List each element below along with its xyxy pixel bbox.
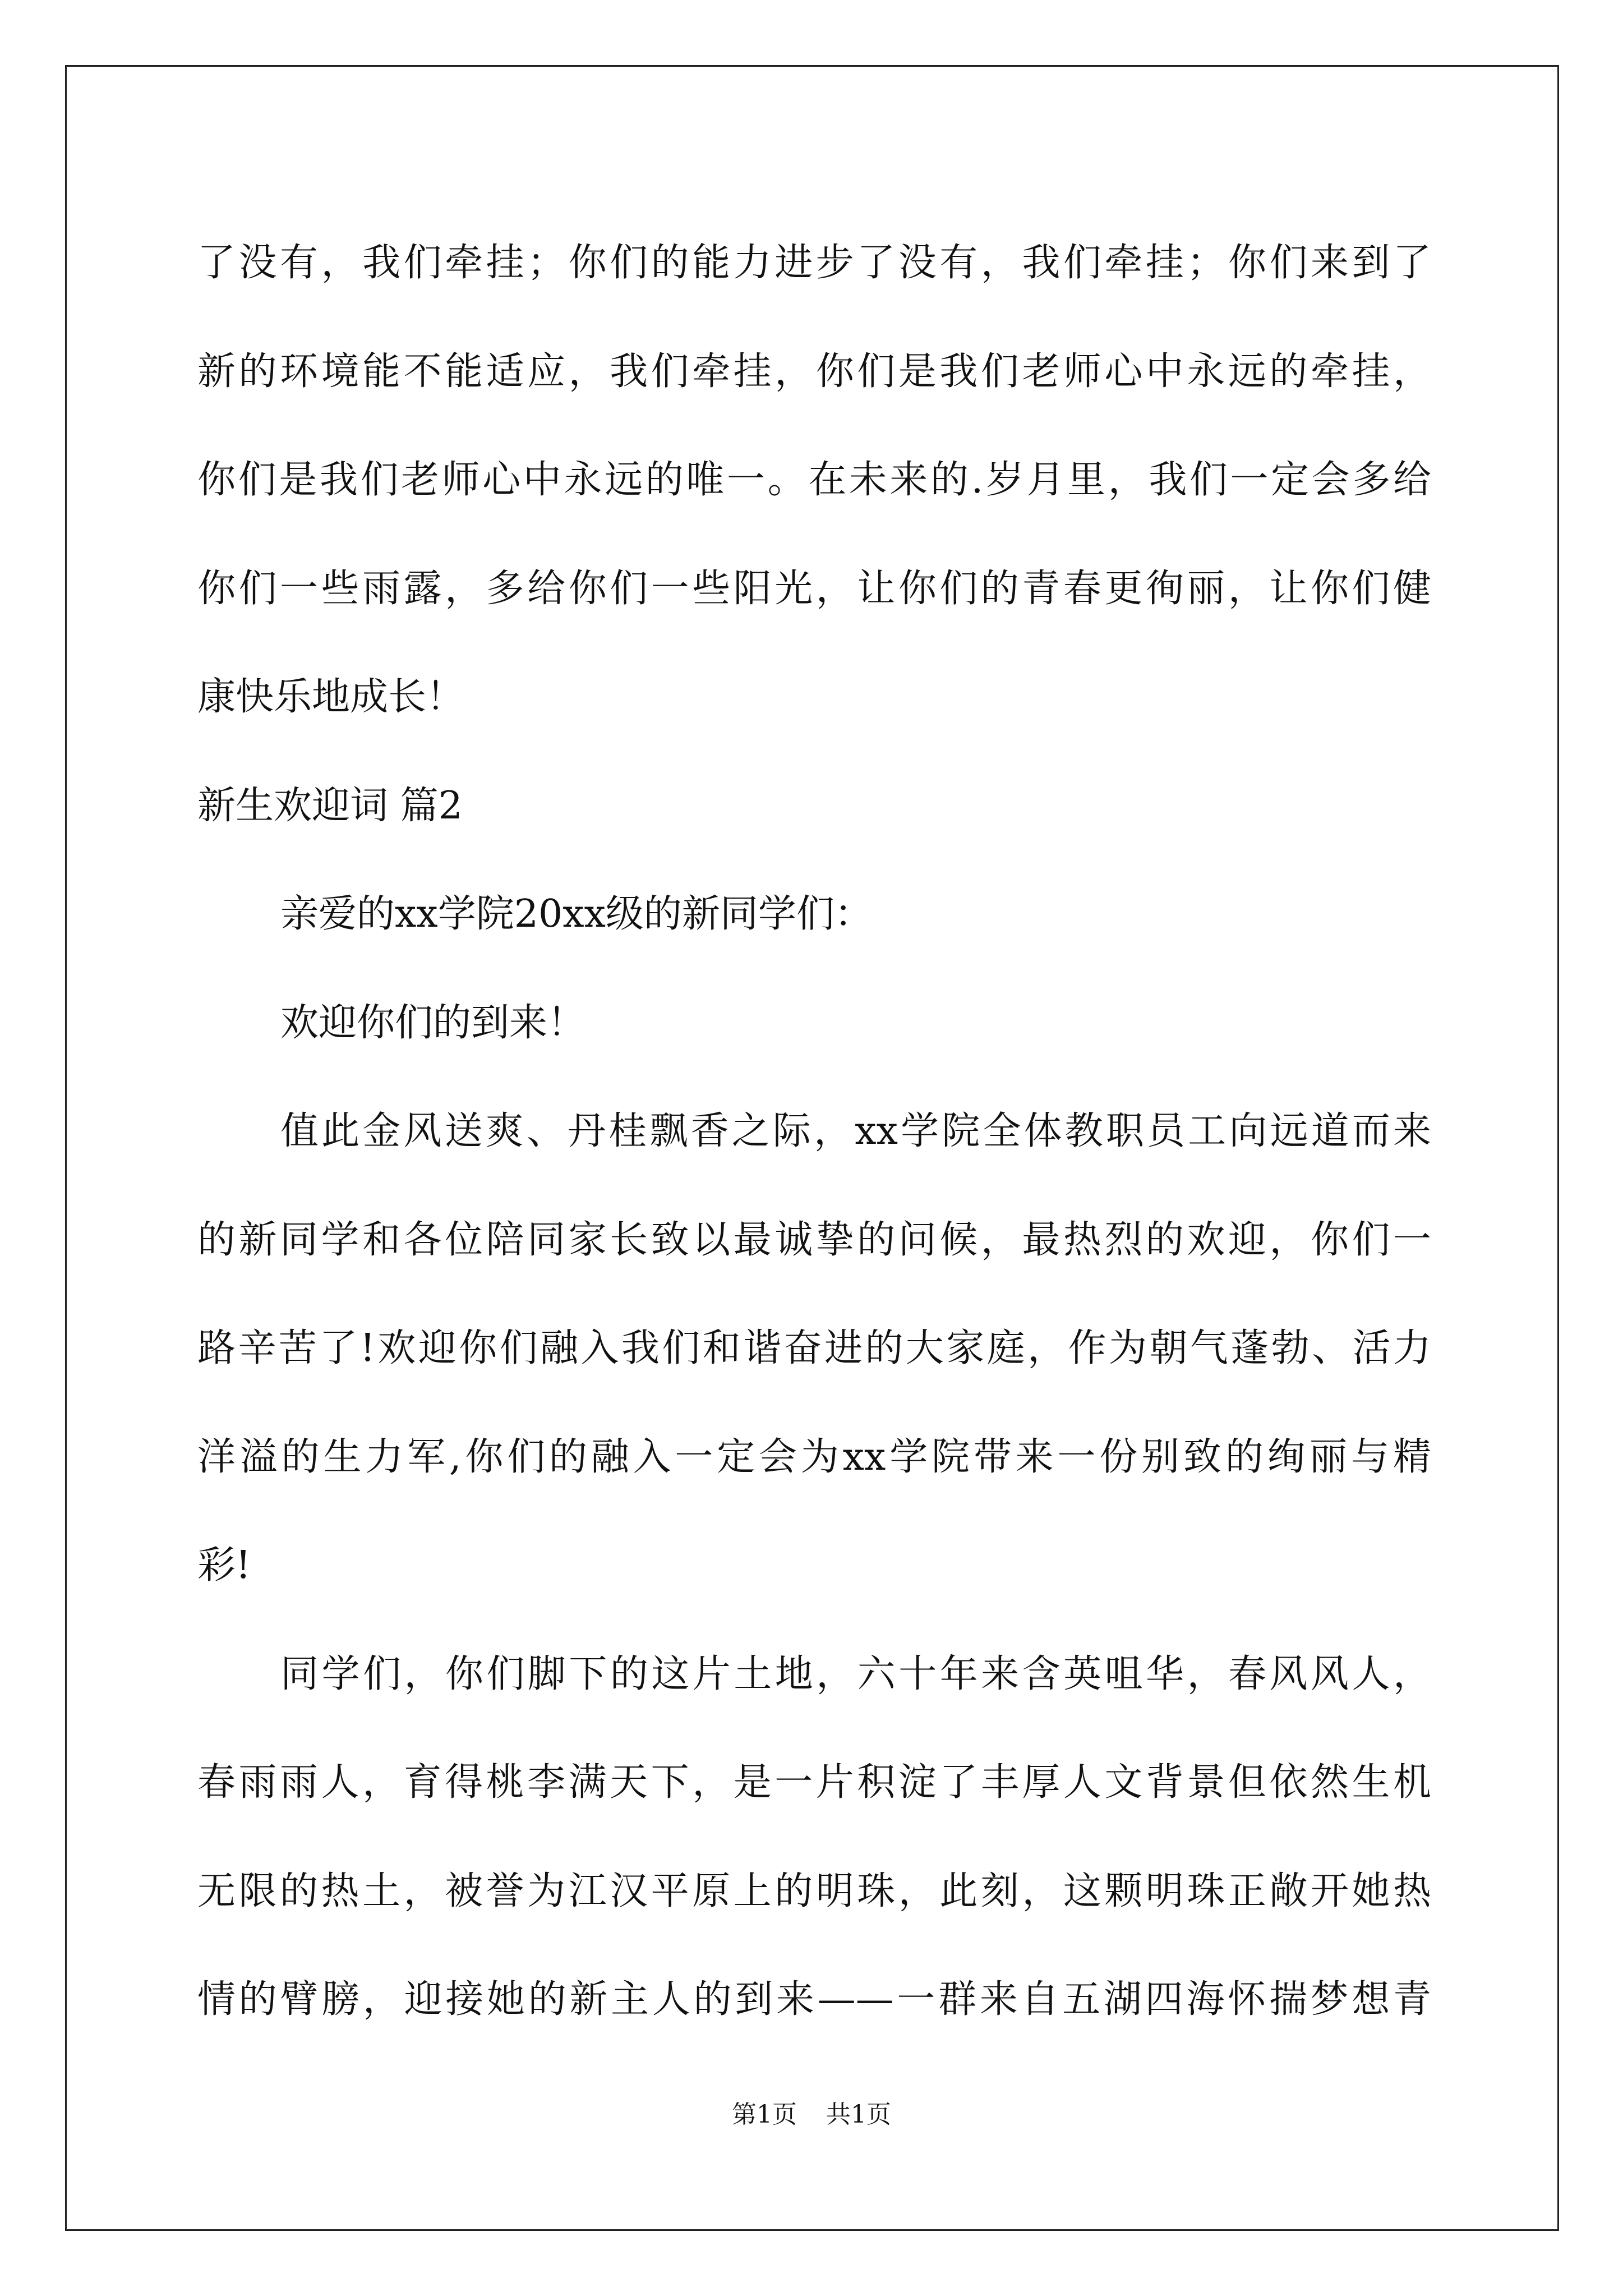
text-line: 无限的热土，被誉为江汉平原上的明珠，此刻，这颗明珠正敞开她热 bbox=[197, 1869, 1431, 1913]
document-body bbox=[197, 209, 1431, 2054]
text-line: 你们是我们老师心中永远的唯一。在未来的.岁月里，我们一定会多给 bbox=[197, 458, 1431, 502]
text-line: 你们一些雨露，多给你们一些阳光，让你们的青春更徇丽，让你们健 bbox=[197, 566, 1431, 611]
page-total: 共1页 bbox=[826, 2100, 891, 2129]
text-line: 春雨雨人，育得桃李满天下，是一片积淀了丰厚人文背景但依然生机 bbox=[197, 1760, 1431, 1805]
text-line: 了没有，我们牵挂；你们的能力进步了没有，我们牵挂；你们来到了 bbox=[197, 241, 1431, 285]
page-footer bbox=[0, 2098, 1623, 2132]
text-line: 路辛苦了!欢迎你们融入我们和谐奋进的大家庭，作为朝气蓬勃、活力 bbox=[197, 1326, 1431, 1370]
salutation: 亲爱的xx学院20xx级的新同学们： bbox=[280, 892, 873, 936]
text-line: 康快乐地成长！ bbox=[197, 675, 465, 719]
section-heading: 新生欢迎词 篇2 bbox=[197, 783, 463, 828]
page-number: 第1页 bbox=[732, 2100, 797, 2129]
text-line: 彩! bbox=[197, 1543, 251, 1588]
text-line: 欢迎你们的到来！ bbox=[280, 1000, 586, 1045]
text-line: 洋溢的生力军,你们的融入一定会为xx学院带来一份别致的绚丽与精 bbox=[197, 1434, 1431, 1479]
text-line: 情的臂膀，迎接她的新主人的到来——一群来自五湖四海怀揣梦想青 bbox=[197, 1977, 1431, 2022]
text-line: 值此金风送爽、丹桂飘香之际，xx学院全体教职员工向远道而来 bbox=[280, 1109, 1431, 1153]
text-line: 新的环境能不能适应，我们牵挂，你们是我们老师心中永远的牵挂， bbox=[197, 349, 1431, 394]
text-line: 同学们，你们脚下的这片土地，六十年来含英咀华，春风风人， bbox=[280, 1651, 1431, 1696]
text-line: 的新同学和各位陪同家长致以最诚挚的问候，最热烈的欢迎，你们一 bbox=[197, 1217, 1431, 1262]
